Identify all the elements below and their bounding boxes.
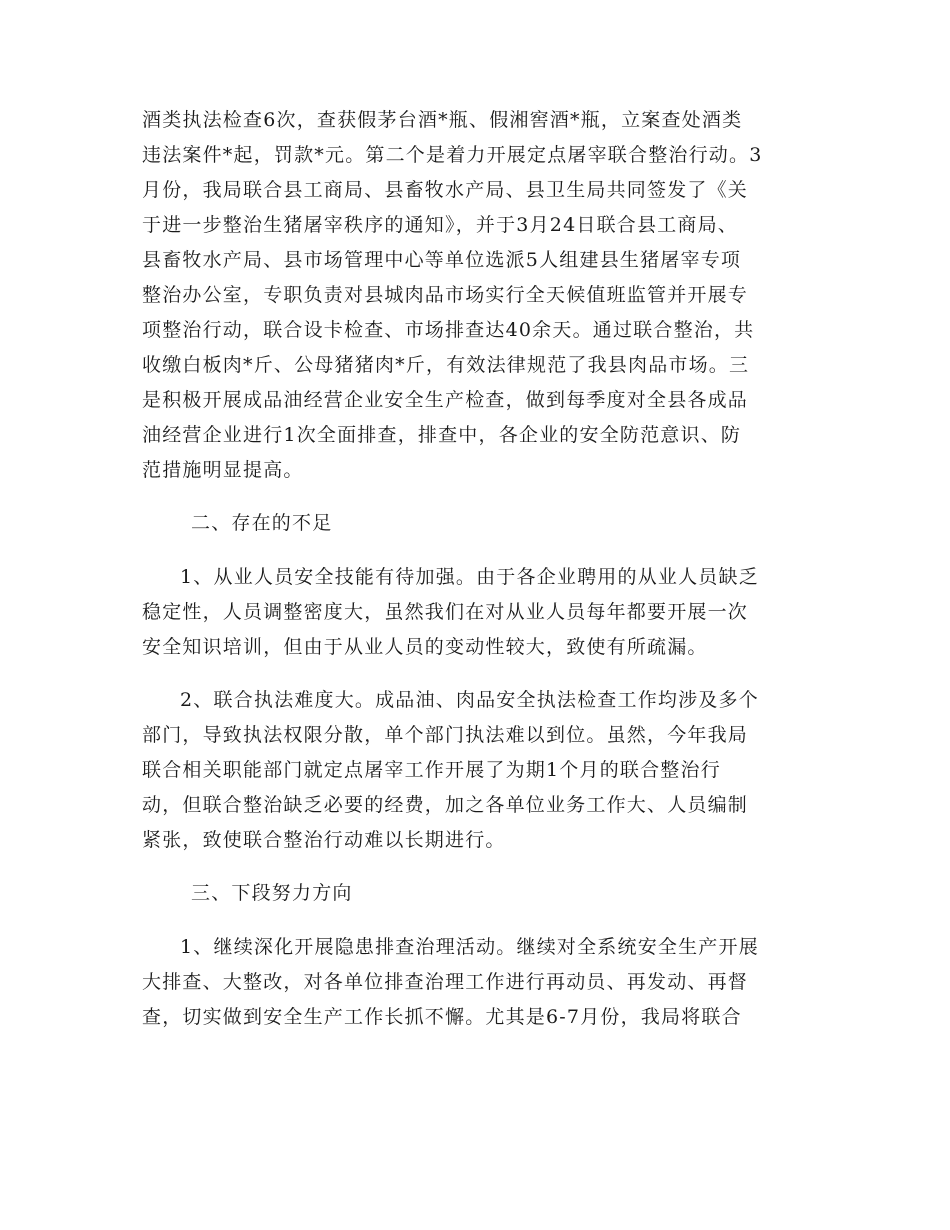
text-line: 2、联合执法难度大。成品油、肉品安全执法检查工作均涉及多个 (180, 689, 759, 711)
text-line: 县畜牧水产局、县市场管理中心等单位选派5人组建县生猪屠宰专项 (142, 249, 742, 271)
paragraph-enforcement-summary (142, 103, 810, 488)
text-line: 整治办公室，专职负责对县城肉品市场实行全天候值班监管并开展专 (142, 284, 749, 306)
text-line: 1、从业人员安全技能有待加强。由于各企业聘用的从业人员缺乏 (180, 566, 759, 588)
text-line: 动，但联合整治缺乏必要的经费，加之各单位业务工作大、人员编制 (142, 794, 749, 816)
text-line: 违法案件*起，罚款*元。第二个是着力开展定点屠宰联合整治行动。3 (142, 144, 763, 166)
text-line: 联合相关职能部门就定点屠宰工作开展了为期1个月的联合整治行 (142, 759, 721, 781)
text-line: 月份，我局联合县工商局、县畜牧水产局、县卫生局共同签发了《关 (142, 179, 749, 201)
section-heading-next-steps: 三、下段努力方向 (191, 882, 353, 904)
document-body (142, 103, 810, 1053)
paragraph-shortcoming-1 (142, 560, 810, 665)
text-line: 1、继续深化开展隐患排查治理活动。继续对全系统安全生产开展 (180, 936, 759, 958)
paragraph-shortcoming-2 (142, 683, 810, 858)
text-line: 安全知识培训，但由于从业人员的变动性较大，致使有所疏漏。 (142, 636, 708, 658)
text-line: 酒类执法检查6次，查获假茅台酒*瓶、假湘窖酒*瓶，立案查处酒类 (142, 109, 743, 131)
text-line: 大排查、大整改，对各单位排查治理工作进行再动员、再发动、再督 (142, 971, 749, 993)
text-line: 项整治行动，联合设卡检查、市场排查达40余天。通过联合整治，共 (142, 319, 755, 341)
paragraph-next-step-1 (142, 930, 810, 1035)
text-line: 稳定性，人员调整密度大，虽然我们在对从业人员每年都要开展一次 (142, 601, 749, 623)
text-line: 于进一步整治生猪屠宰秩序的通知》，并于3月24日联合县工商局、 (142, 214, 738, 236)
text-line: 部门，导致执法权限分散，单个部门执法难以到位。虽然，今年我局 (142, 724, 749, 746)
section-heading-shortcomings: 二、存在的不足 (191, 512, 333, 534)
text-line: 紧张，致使联合整治行动难以长期进行。 (142, 829, 506, 851)
text-line: 查，切实做到安全生产工作长抓不懈。尤其是6-7月份，我局将联合 (142, 1006, 742, 1028)
text-line: 油经营企业进行1次全面排查，排查中，各企业的安全防范意识、防 (142, 424, 742, 446)
text-line: 范措施明显提高。 (142, 459, 304, 481)
text-line: 收缴白板肉*斤、公母猪猪肉*斤，有效法律规范了我县肉品市场。三 (142, 354, 750, 376)
text-line: 是积极开展成品油经营企业安全生产检查，做到每季度对全县各成品 (142, 389, 749, 411)
